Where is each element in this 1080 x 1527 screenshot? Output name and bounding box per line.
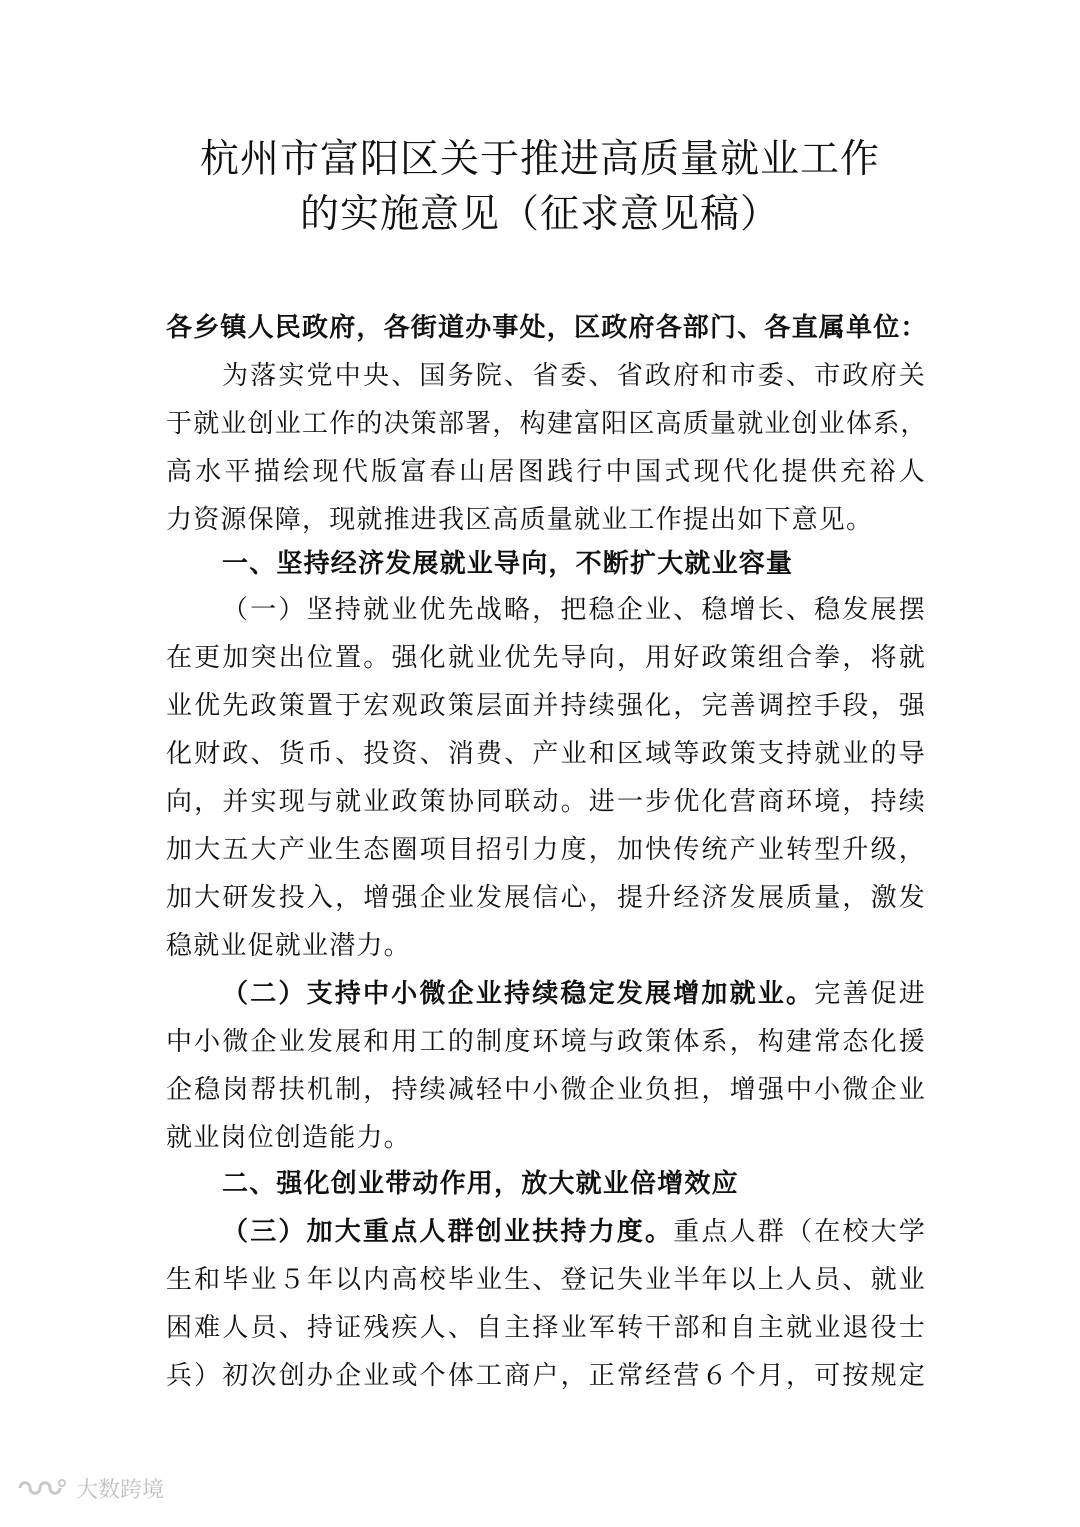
document-title-line-1: 杭州市富阳区关于推进高质量就业工作	[199, 137, 880, 182]
item-2-line-3: 企稳岗帮扶机制，持续减轻中小微企业负担，增强中小微企业	[166, 1075, 926, 1105]
item-1-line-6: 加大五大产业生态圈项目招引力度，加快传统产业转型升级，	[166, 835, 926, 865]
salutation: 各乡镇人民政府，各街道办事处，区政府各部门、各直属单位：	[166, 313, 928, 343]
document-title-line-2: 的实施意见（征求意见稿）	[299, 192, 780, 237]
watermark-text: 大数跨境	[76, 1477, 165, 1503]
intro-line-4: 力资源保障，现就推进我区高质量就业工作提出如下意见。	[166, 505, 874, 535]
item-2-first-rest: 完善促进	[814, 979, 926, 1009]
item-1-line-1: （一）坚持就业优先战略，把稳企业、稳增长、稳发展摆	[222, 595, 926, 625]
intro-line-2: 于就业创业工作的决策部署，构建富阳区高质量就业创业体系，	[166, 409, 928, 439]
section-2-heading: 二、强化创业带动作用，放大就业倍增效应	[222, 1169, 739, 1199]
item-3-line-4: 兵）初次创办企业或个体工商户，正常经营６个月，可按规定	[166, 1361, 926, 1391]
item-1-line-8: 稳就业促就业潜力。	[166, 931, 411, 961]
brand-logo-icon	[16, 1476, 68, 1500]
item-1-line-2: 在更加突出位置。强化就业优先导向，用好政策组合拳，将就	[166, 643, 926, 673]
intro-line-3: 高水平描绘现代版富春山居图践行中国式现代化提供充裕人	[166, 457, 926, 487]
item-2-line-4: 就业岗位创造能力。	[166, 1123, 411, 1153]
item-1-line-4: 化财政、货币、投资、消费、产业和区域等政策支持就业的导	[166, 739, 926, 769]
item-1-line-5: 向，并实现与就业政策协同联动。进一步优化营商环境，持续	[166, 787, 926, 817]
item-1-line-3: 业优先政策置于宏观政策层面并持续强化，完善调控手段，强	[166, 691, 926, 721]
item-3-first-rest: 重点人群（在校大学	[673, 1217, 926, 1247]
section-1-heading: 一、坚持经济发展就业导向，不断扩大就业容量	[222, 549, 794, 579]
intro-line-1: 为落实党中央、国务院、省委、省政府和市委、市政府关	[222, 361, 926, 391]
watermark	[16, 1468, 164, 1508]
item-1-line-7: 加大研发投入，增强企业发展信心，提升经济发展质量，激发	[166, 883, 926, 913]
item-3-line-2: 生和毕业５年以内高校毕业生、登记失业半年以上人员、就业	[166, 1265, 926, 1295]
item-3-lead: （三）加大重点人群创业扶持力度。	[222, 1217, 674, 1247]
item-3-line-3: 困难人员、持证残疾人、自主择业军转干部和自主就业退役士	[166, 1313, 926, 1343]
item-2-lead: （二）支持中小微企业持续稳定发展增加就业。	[222, 979, 815, 1009]
item-2-line-2: 中小微企业发展和用工的制度环境与政策体系，构建常态化援	[166, 1027, 926, 1057]
